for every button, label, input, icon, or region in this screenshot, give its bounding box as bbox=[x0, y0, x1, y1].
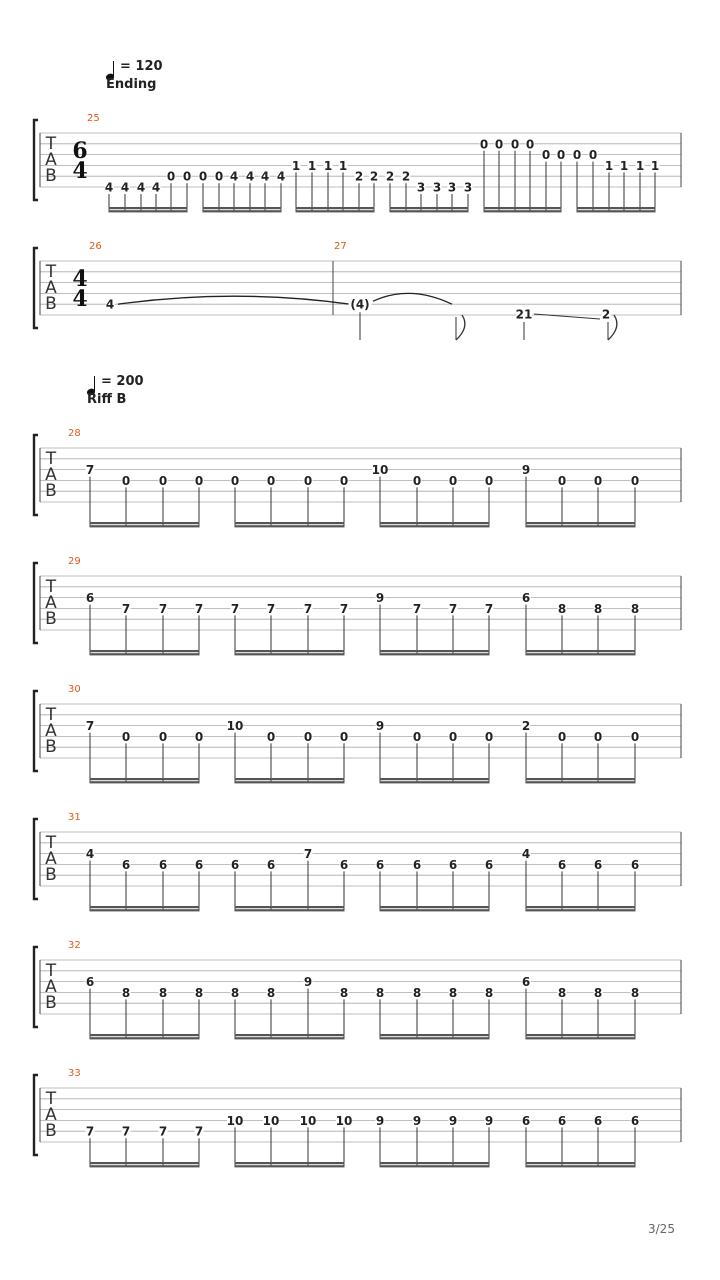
fret-number: 8 bbox=[484, 985, 494, 1000]
fret-number: 7 bbox=[230, 601, 240, 616]
section-label: Ending bbox=[106, 77, 157, 92]
fret-number: 1 bbox=[323, 158, 333, 173]
tab-staff bbox=[34, 248, 681, 328]
staff-bracket bbox=[34, 435, 38, 515]
fret-number: 4 bbox=[136, 180, 146, 195]
beam bbox=[380, 650, 490, 652]
tab-staff bbox=[34, 563, 681, 643]
fret-number: 8 bbox=[557, 985, 567, 1000]
measure-number: 27 bbox=[334, 241, 347, 252]
fret-number: 0 bbox=[593, 729, 603, 744]
tab-letter: A bbox=[45, 150, 57, 170]
fret-number: 0 bbox=[412, 473, 422, 488]
beam bbox=[380, 1034, 490, 1036]
fret-number: 9 bbox=[375, 591, 385, 606]
fret-number: 6 bbox=[593, 1113, 603, 1128]
fret-number: 4 bbox=[151, 180, 161, 195]
fret-number: 7 bbox=[303, 847, 313, 862]
fret-number: 0 bbox=[557, 473, 567, 488]
beam bbox=[90, 650, 200, 652]
beam bbox=[526, 909, 636, 911]
fret-number: 9 bbox=[375, 719, 385, 734]
fret-number: 4 bbox=[245, 169, 255, 184]
beam bbox=[235, 522, 345, 524]
beam bbox=[526, 1162, 636, 1164]
fret-number: 0 bbox=[158, 729, 168, 744]
measure-number: 33 bbox=[68, 1068, 81, 1079]
staff-bracket bbox=[34, 563, 38, 643]
measure-number: 25 bbox=[87, 113, 100, 124]
beam bbox=[90, 778, 200, 780]
fret-number: 6 bbox=[521, 975, 531, 990]
fret-number: 7 bbox=[158, 1124, 168, 1139]
fret-number: 3 bbox=[463, 180, 473, 195]
fret-number: 7 bbox=[194, 1124, 204, 1139]
fret-number: 0 bbox=[557, 729, 567, 744]
fret-number: 2 bbox=[354, 169, 364, 184]
fret-number: 10 bbox=[226, 1113, 244, 1128]
fret-number: 10 bbox=[262, 1113, 280, 1128]
tab-letter: A bbox=[45, 278, 57, 298]
fret-number: 0 bbox=[121, 473, 131, 488]
beam bbox=[577, 207, 656, 209]
beam bbox=[235, 653, 345, 655]
fret-number: 9 bbox=[521, 463, 531, 478]
fret-number: 0 bbox=[214, 169, 224, 184]
beam bbox=[380, 781, 490, 783]
fret-number: 4 bbox=[260, 169, 270, 184]
section-label: Riff B bbox=[87, 392, 127, 407]
fret-number: 1 bbox=[338, 158, 348, 173]
beam bbox=[90, 1162, 200, 1164]
tab-letter: A bbox=[45, 1105, 57, 1125]
staff-bracket bbox=[34, 248, 38, 328]
fret-number: 7 bbox=[121, 1124, 131, 1139]
beam bbox=[484, 210, 562, 212]
fret-number: 7 bbox=[85, 719, 95, 734]
fret-number: 0 bbox=[572, 148, 582, 163]
fret-number: 0 bbox=[266, 729, 276, 744]
beam bbox=[90, 781, 200, 783]
fret-number: 6 bbox=[412, 857, 422, 872]
fret-number: 4 bbox=[276, 169, 286, 184]
beam bbox=[390, 207, 469, 209]
fret-number: 8 bbox=[121, 985, 131, 1000]
fret-number: 6 bbox=[557, 1113, 567, 1128]
fret-number: 7 bbox=[266, 601, 276, 616]
fret-number: 0 bbox=[479, 137, 489, 152]
page-number: 3/25 bbox=[648, 1222, 675, 1236]
fret-number: 8 bbox=[194, 985, 204, 1000]
beam bbox=[235, 1037, 345, 1039]
measure-number: 31 bbox=[68, 812, 81, 823]
fret-number: 0 bbox=[166, 169, 176, 184]
flag bbox=[456, 315, 465, 340]
time-signature-numerator: 4 bbox=[72, 266, 88, 292]
fret-number: 7 bbox=[194, 601, 204, 616]
fret-number: 4 bbox=[521, 847, 531, 862]
beam bbox=[109, 207, 188, 209]
fret-number: 7 bbox=[448, 601, 458, 616]
tab-letter: T bbox=[45, 705, 57, 725]
beam bbox=[380, 522, 490, 524]
beam bbox=[526, 525, 636, 527]
fret-number: 8 bbox=[593, 985, 603, 1000]
fret-number: 8 bbox=[266, 985, 276, 1000]
beam bbox=[235, 1165, 345, 1167]
tab-letter: A bbox=[45, 593, 57, 613]
beam bbox=[526, 522, 636, 524]
fret-number: 0 bbox=[541, 148, 551, 163]
fret-number: 8 bbox=[339, 985, 349, 1000]
time-signature-denominator: 4 bbox=[72, 286, 88, 312]
fret-number: 2 bbox=[601, 307, 611, 322]
fret-number: 0 bbox=[121, 729, 131, 744]
fret-number: 10 bbox=[335, 1113, 353, 1128]
tab-staff bbox=[34, 691, 681, 771]
tempo-marking: = 120 bbox=[120, 59, 163, 74]
fret-number: 1 bbox=[307, 158, 317, 173]
fret-number: 0 bbox=[484, 473, 494, 488]
tempo-marking: = 200 bbox=[101, 374, 144, 389]
tab-letter: T bbox=[45, 577, 57, 597]
tab-letter: T bbox=[45, 961, 57, 981]
beam bbox=[526, 778, 636, 780]
fret-number: 21 bbox=[515, 307, 533, 322]
fret-number: 6 bbox=[121, 857, 131, 872]
fret-number: 8 bbox=[630, 601, 640, 616]
tab-letter: A bbox=[45, 465, 57, 485]
fret-number: 6 bbox=[630, 1113, 640, 1128]
tab-letter: B bbox=[45, 609, 57, 629]
staff-bracket bbox=[34, 819, 38, 899]
fret-number: 1 bbox=[635, 158, 645, 173]
tab-letter: T bbox=[45, 449, 57, 469]
tab-staff bbox=[34, 947, 681, 1027]
fret-number: 7 bbox=[121, 601, 131, 616]
beam bbox=[577, 210, 656, 212]
beam bbox=[235, 525, 345, 527]
fret-number: 0 bbox=[593, 473, 603, 488]
fret-number: 9 bbox=[448, 1113, 458, 1128]
tab-letter: B bbox=[45, 294, 57, 314]
fret-number: 10 bbox=[371, 463, 389, 478]
fret-number: 9 bbox=[412, 1113, 422, 1128]
measure-number: 26 bbox=[89, 241, 102, 252]
time-signature-numerator: 6 bbox=[72, 138, 88, 164]
beam bbox=[109, 210, 188, 212]
fret-number: 8 bbox=[375, 985, 385, 1000]
beam bbox=[526, 653, 636, 655]
beam bbox=[90, 1034, 200, 1036]
tab-letter: B bbox=[45, 481, 57, 501]
fret-number: 8 bbox=[448, 985, 458, 1000]
fret-number: 6 bbox=[484, 857, 494, 872]
fret-number: 6 bbox=[266, 857, 276, 872]
beam bbox=[203, 207, 282, 209]
beam bbox=[380, 1165, 490, 1167]
staff-bracket bbox=[34, 947, 38, 1027]
measure-number: 32 bbox=[68, 940, 81, 951]
fret-number: 0 bbox=[194, 473, 204, 488]
fret-number: 4 bbox=[120, 180, 130, 195]
beam bbox=[380, 909, 490, 911]
beam bbox=[380, 1162, 490, 1164]
beam bbox=[90, 525, 200, 527]
beam bbox=[296, 210, 375, 212]
beam bbox=[90, 522, 200, 524]
tab-letter: A bbox=[45, 977, 57, 997]
staff-bracket bbox=[34, 120, 38, 200]
tab-letter: B bbox=[45, 865, 57, 885]
fret-number: (4) bbox=[350, 297, 370, 312]
tab-staff bbox=[34, 435, 681, 515]
fret-number: 8 bbox=[630, 985, 640, 1000]
fret-number: 2 bbox=[521, 719, 531, 734]
fret-number: 6 bbox=[194, 857, 204, 872]
fret-number: 0 bbox=[448, 729, 458, 744]
fret-number: 1 bbox=[619, 158, 629, 173]
fret-number: 7 bbox=[85, 463, 95, 478]
fret-number: 0 bbox=[525, 137, 535, 152]
fret-number: 7 bbox=[85, 1124, 95, 1139]
beam bbox=[380, 906, 490, 908]
staff-bracket bbox=[34, 691, 38, 771]
fret-number: 6 bbox=[375, 857, 385, 872]
fret-number: 4 bbox=[229, 169, 239, 184]
tab-letter: B bbox=[45, 993, 57, 1013]
fret-number: 1 bbox=[650, 158, 660, 173]
beam bbox=[526, 1037, 636, 1039]
fret-number: 7 bbox=[412, 601, 422, 616]
fret-number: 0 bbox=[630, 473, 640, 488]
fret-number: 8 bbox=[412, 985, 422, 1000]
fret-number: 0 bbox=[182, 169, 192, 184]
fret-number: 0 bbox=[556, 148, 566, 163]
beam bbox=[526, 781, 636, 783]
measure-number: 29 bbox=[68, 556, 81, 567]
tie-arc bbox=[118, 296, 350, 304]
fret-number: 9 bbox=[484, 1113, 494, 1128]
tab-letter: A bbox=[45, 721, 57, 741]
beam bbox=[484, 207, 562, 209]
fret-number: 6 bbox=[85, 975, 95, 990]
tab-staff bbox=[34, 1075, 681, 1155]
beam bbox=[296, 207, 375, 209]
fret-number: 0 bbox=[194, 729, 204, 744]
fret-number: 0 bbox=[266, 473, 276, 488]
fret-number: 10 bbox=[299, 1113, 317, 1128]
fret-number: 6 bbox=[339, 857, 349, 872]
fret-number: 3 bbox=[432, 180, 442, 195]
measure-number: 30 bbox=[68, 684, 81, 695]
beam bbox=[390, 210, 469, 212]
fret-number: 6 bbox=[557, 857, 567, 872]
beam bbox=[235, 781, 345, 783]
beam bbox=[90, 653, 200, 655]
fret-number: 6 bbox=[521, 1113, 531, 1128]
fret-number: 9 bbox=[375, 1113, 385, 1128]
fret-number: 0 bbox=[230, 473, 240, 488]
fret-number: 8 bbox=[557, 601, 567, 616]
fret-number: 0 bbox=[339, 729, 349, 744]
time-signature-denominator: 4 bbox=[72, 158, 88, 184]
fret-number: 4 bbox=[104, 180, 114, 195]
beam bbox=[90, 909, 200, 911]
fret-number: 6 bbox=[593, 857, 603, 872]
fret-number: 6 bbox=[230, 857, 240, 872]
fret-number: 7 bbox=[339, 601, 349, 616]
fret-number: 2 bbox=[401, 169, 411, 184]
tab-staff bbox=[34, 819, 681, 899]
fret-number: 7 bbox=[303, 601, 313, 616]
tie-arc bbox=[373, 293, 452, 304]
staff-bracket bbox=[34, 1075, 38, 1155]
beam bbox=[235, 909, 345, 911]
fret-number: 2 bbox=[385, 169, 395, 184]
tab-letter: T bbox=[45, 134, 57, 154]
fret-number: 8 bbox=[230, 985, 240, 1000]
beam bbox=[235, 1034, 345, 1036]
beam bbox=[90, 1037, 200, 1039]
beam bbox=[235, 778, 345, 780]
fret-number: 10 bbox=[226, 719, 244, 734]
fret-number: 8 bbox=[593, 601, 603, 616]
tab-letter: T bbox=[45, 1089, 57, 1109]
beam bbox=[235, 650, 345, 652]
fret-number: 0 bbox=[412, 729, 422, 744]
fret-number: 0 bbox=[448, 473, 458, 488]
beam bbox=[526, 906, 636, 908]
beam bbox=[235, 1162, 345, 1164]
beam bbox=[526, 650, 636, 652]
tab-letter: B bbox=[45, 166, 57, 186]
fret-number: 0 bbox=[510, 137, 520, 152]
fret-number: 3 bbox=[416, 180, 426, 195]
fret-number: 8 bbox=[158, 985, 168, 1000]
tab-letter: T bbox=[45, 262, 57, 282]
fret-number: 7 bbox=[158, 601, 168, 616]
fret-number: 3 bbox=[447, 180, 457, 195]
beam bbox=[203, 210, 282, 212]
beam bbox=[526, 1165, 636, 1167]
fret-number: 6 bbox=[448, 857, 458, 872]
beam bbox=[90, 906, 200, 908]
tab-staff bbox=[34, 120, 681, 200]
tab-letter: T bbox=[45, 833, 57, 853]
fret-number: 0 bbox=[588, 148, 598, 163]
fret-number: 0 bbox=[303, 729, 313, 744]
fret-number: 6 bbox=[85, 591, 95, 606]
fret-number: 2 bbox=[369, 169, 379, 184]
fret-number: 6 bbox=[521, 591, 531, 606]
fret-number: 7 bbox=[484, 601, 494, 616]
beam bbox=[380, 778, 490, 780]
beam bbox=[380, 525, 490, 527]
tab-letter: A bbox=[45, 849, 57, 869]
fret-number: 6 bbox=[630, 857, 640, 872]
fret-number: 9 bbox=[303, 975, 313, 990]
fret-number: 4 bbox=[105, 297, 115, 312]
fret-number: 1 bbox=[291, 158, 301, 173]
tab-letter: B bbox=[45, 1121, 57, 1141]
beam bbox=[235, 906, 345, 908]
beam bbox=[526, 1034, 636, 1036]
fret-number: 0 bbox=[630, 729, 640, 744]
fret-number: 4 bbox=[85, 847, 95, 862]
tab-letter: B bbox=[45, 737, 57, 757]
fret-number: 0 bbox=[198, 169, 208, 184]
fret-number: 1 bbox=[604, 158, 614, 173]
fret-number: 6 bbox=[158, 857, 168, 872]
fret-number: 0 bbox=[494, 137, 504, 152]
fret-number: 0 bbox=[339, 473, 349, 488]
fret-number: 0 bbox=[158, 473, 168, 488]
beam bbox=[380, 1037, 490, 1039]
fret-number: 0 bbox=[484, 729, 494, 744]
beam bbox=[90, 1165, 200, 1167]
beam bbox=[380, 653, 490, 655]
fret-number: 0 bbox=[303, 473, 313, 488]
measure-number: 28 bbox=[68, 428, 81, 439]
